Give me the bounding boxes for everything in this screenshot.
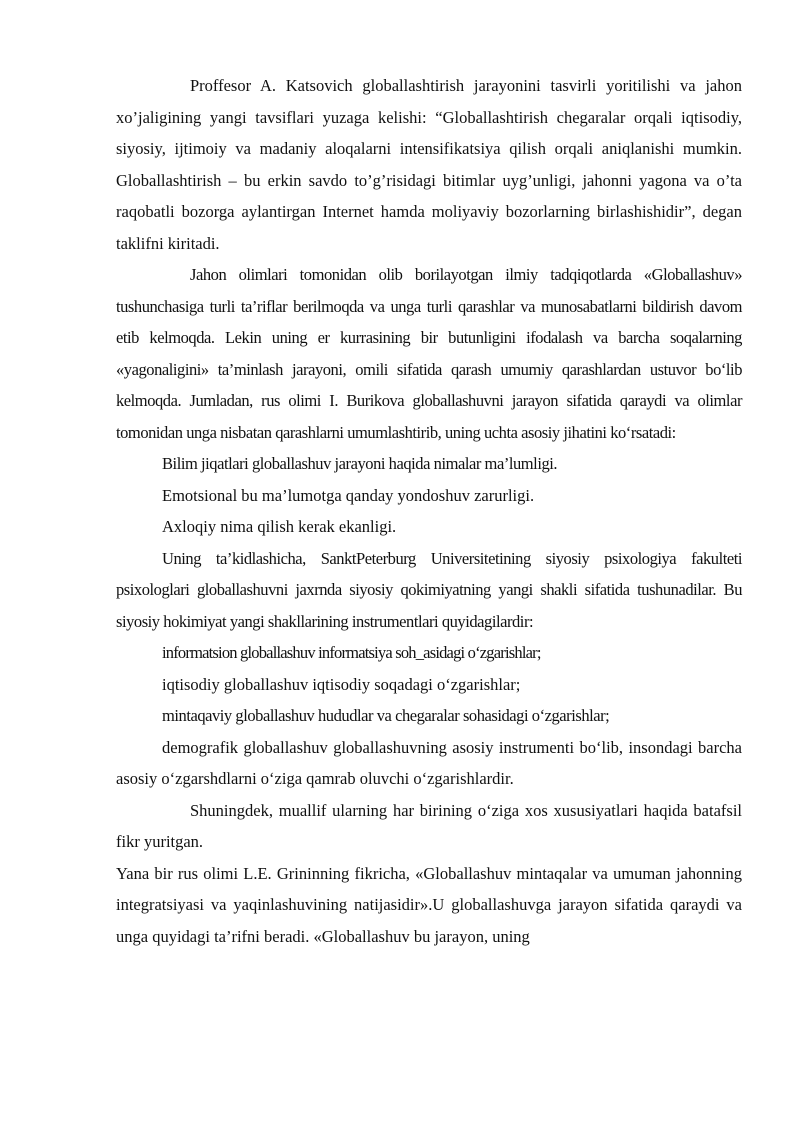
list-item-demographic: demografik globallashuv globallashuvning asosiy instrumenti bo‘lib, insondagi barcha asosiy o‘zgarshdlarni o‘ziga qamrab oluvchi o‘zgarishlardir.: [116, 737, 742, 788]
list-item-regional: mintaqaviy globallashuv hududlar va chegaralar sohasidagi o‘zgarishlar;: [162, 706, 610, 725]
paragraph-global-definitions: Jahon olimlari tomonidan olib borilayotgan ilmiy tadqiqotlarda «Globallashuv» tushunchasiga turli ta’riflar berilmoqda va unga turli qarashlar va munosabatlarni bildirish davom etib kelmoqda. Lekin uning er kurrasining bir butunligini ifodalash va barcha soqalarning «yagonaligini» ta’minlash jarayoni, omili sifatida qarash umumiy qarashlardan ustuvor bo‘lib kelmoqda. Jumladan, rus olimi I. Burikova globallashuvni jarayon sifatida qaraydi va olimlar tomonidan unga nisbatan qarashlarni umumlashtirib, uning uchta asosiy jihatini ko‘rsatadi:: [116, 265, 742, 442]
document-body: [116, 70, 742, 952]
list-item-emotional: Emotsional bu ma’lumotga qanday yondoshuv zarurligi.: [162, 485, 535, 505]
list-item-economic: iqtisodiy globallashuv iqtisodiy soqadagi o‘zgarishlar;: [162, 674, 521, 694]
list-item-informational: informatsion globallashuv informatsiya soh_asidagi o‘zgarishlar;: [162, 643, 541, 662]
paragraph-grinin: Yana bir rus olimi L.E. Grininning fikricha, «Globallashuv mintaqalar va umuman jahonning integratsiyasi va yaqinlashuvining natijasidir».U globallashuvga jarayon sifatida qaraydi va unga quyidagi ta’rifni beradi. «Globallashuv bu jarayon, uning: [116, 863, 742, 946]
list-item-knowledge: Bilim jiqatlari globallashuv jarayoni haqida nimalar ma’lumligi.: [162, 454, 558, 473]
list-item-moral: Axloqiy nima qilish kerak ekanligi.: [162, 517, 397, 536]
paragraph-spb-university: Uning ta’kidlashicha, SanktPeterburg Universitetining siyosiy psixologiya fakulteti psixologlari globallashuvni jaxrnda siyosiy qokimiyatning yangi shakli sifatida tushunadilar. Bu siyosiy hokimiyat yangi shakllarining instrumentlari quyidagilardir:: [116, 548, 742, 631]
paragraph-author-details: Shuningdek, muallif ularning har birining o‘ziga xos xususiyatlari haqida batafsil fikr yuritgan.: [116, 800, 742, 851]
paragraph-katsovich: Proffesor A. Katsovich globallashtirish jarayonini tasvirli yoritilishi va jahon xo’jaligining yangi tavsiflari yuzaga kelishi: “Globallashtirish chegaralar orqali iqtisodiy, siyosiy, ijtimoiy va madaniy aloqalarni intensifikatsiya qilish orqali aniqlanishi mumkin. Globallashtirish – bu erkin savdo to’g’risidagi bitimlar uyg’unligi, jahonni yagona va o’ta raqobatli bozorga aylantirgan Internet hamda moliyaviy bozorlarning birlashishidir”, degan taklifni kiritadi.: [116, 76, 742, 253]
